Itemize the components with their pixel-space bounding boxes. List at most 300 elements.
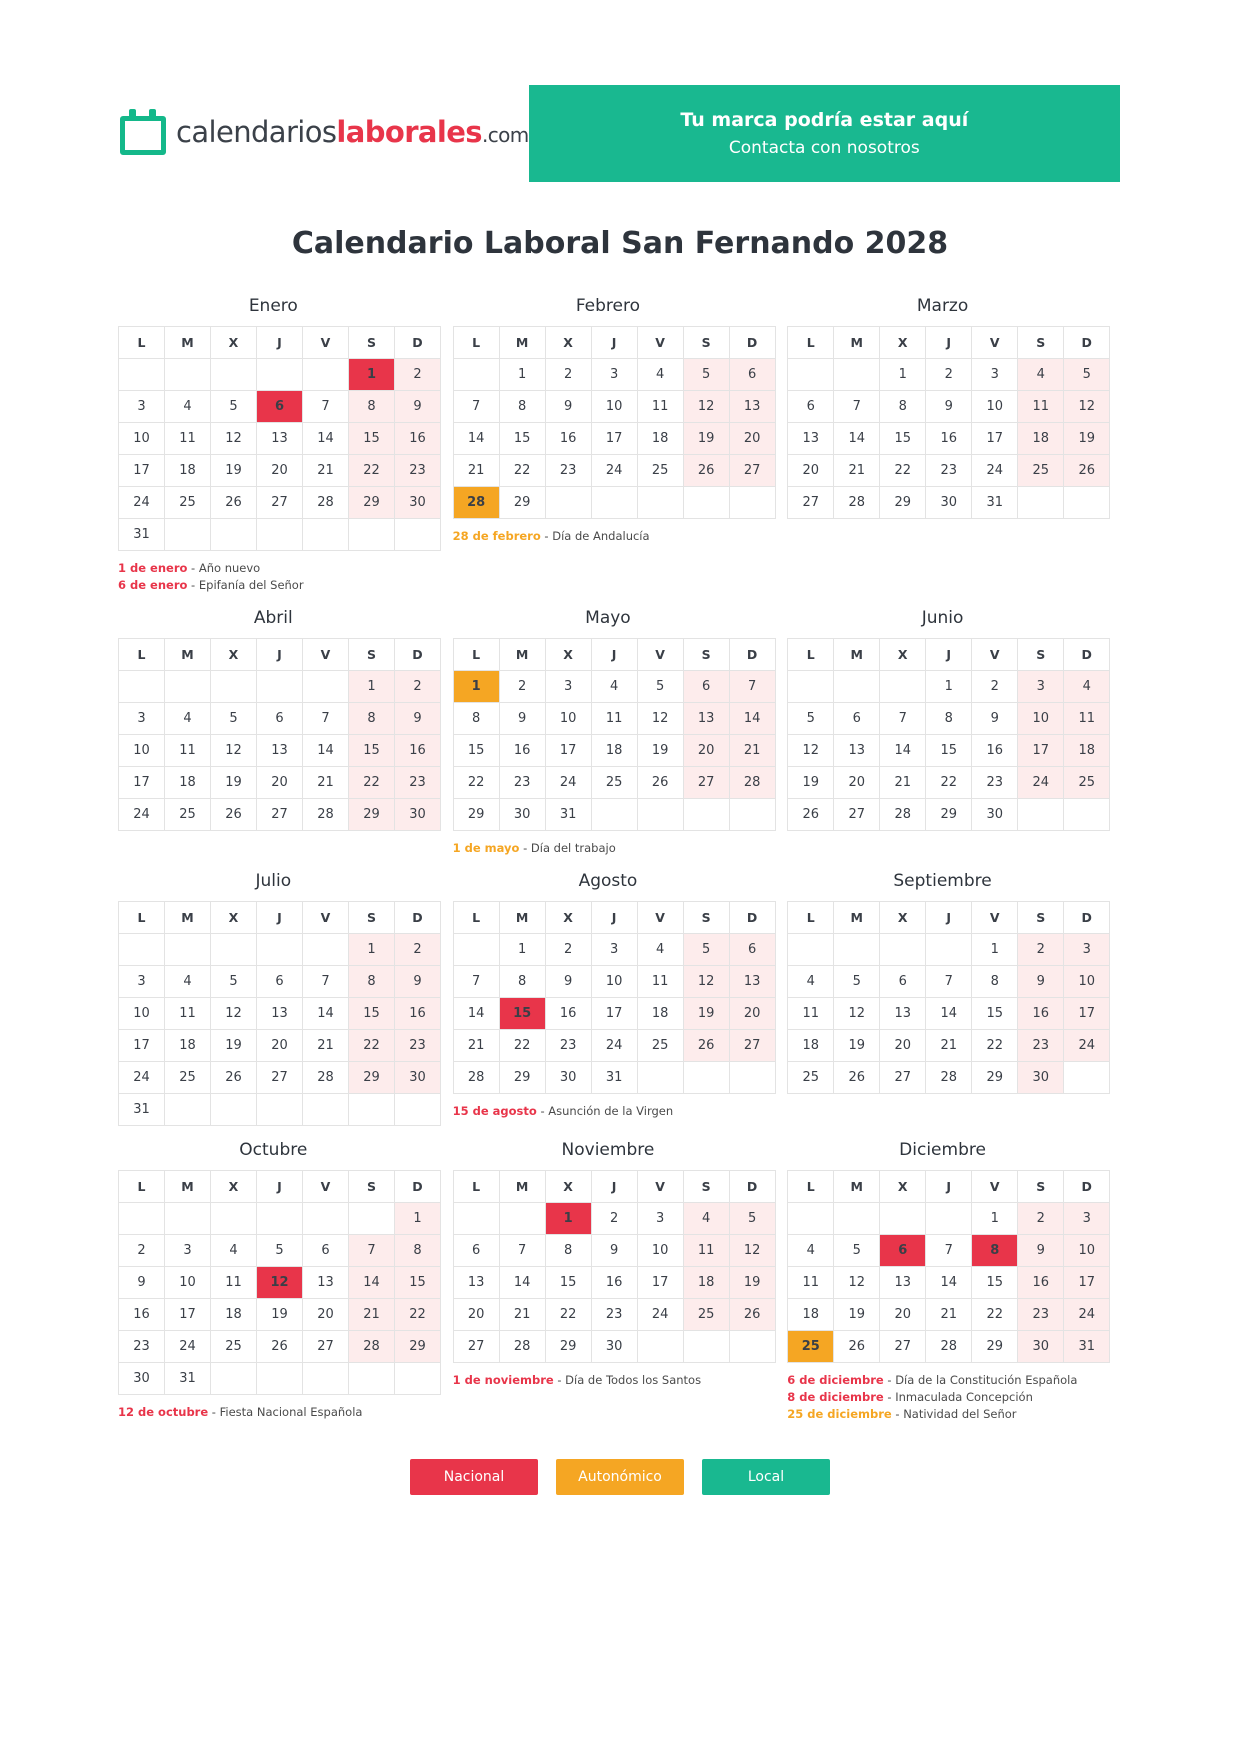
holiday-note: 28 de febrero - Día de Andalucía bbox=[452, 529, 650, 543]
day-cell: 21 bbox=[349, 1299, 395, 1331]
week-row bbox=[453, 1235, 775, 1267]
empty-day-cell bbox=[211, 1363, 257, 1395]
empty-day-cell bbox=[211, 519, 257, 551]
day-cell: 29 bbox=[499, 487, 545, 519]
empty-day-cell bbox=[257, 1203, 303, 1235]
day-cell: 18 bbox=[683, 1267, 729, 1299]
day-cell: 14 bbox=[453, 423, 499, 455]
day-cell: 29 bbox=[349, 799, 395, 831]
day-cell: 4 bbox=[165, 703, 211, 735]
day-cell: 3 bbox=[119, 391, 165, 423]
day-cell: 9 bbox=[591, 1235, 637, 1267]
day-cell: 31 bbox=[165, 1363, 211, 1395]
day-cell: 10 bbox=[165, 1267, 211, 1299]
weekday-header: M bbox=[165, 327, 211, 359]
month-name: Diciembre bbox=[899, 1140, 986, 1160]
day-cell: 29 bbox=[926, 799, 972, 831]
day-cell: 26 bbox=[834, 1331, 880, 1363]
week-row bbox=[788, 799, 1110, 831]
day-cell: 28 bbox=[834, 487, 880, 519]
day-cell: 7 bbox=[303, 703, 349, 735]
weekday-header: X bbox=[545, 639, 591, 671]
day-cell: 9 bbox=[545, 966, 591, 998]
empty-day-cell bbox=[453, 934, 499, 966]
week-row bbox=[119, 1363, 441, 1395]
week-row bbox=[453, 1299, 775, 1331]
day-cell: 20 bbox=[880, 1030, 926, 1062]
day-cell: 22 bbox=[453, 767, 499, 799]
day-cell: 23 bbox=[499, 767, 545, 799]
day-cell: 1 bbox=[880, 359, 926, 391]
day-cell: 16 bbox=[119, 1299, 165, 1331]
empty-day-cell bbox=[349, 1363, 395, 1395]
day-cell: 23 bbox=[972, 767, 1018, 799]
month-table bbox=[787, 1170, 1110, 1363]
weekday-header: D bbox=[395, 1171, 441, 1203]
day-cell: 6 bbox=[729, 359, 775, 391]
day-cell: 16 bbox=[545, 423, 591, 455]
day-cell: 17 bbox=[165, 1299, 211, 1331]
empty-day-cell bbox=[637, 1331, 683, 1363]
day-cell: 29 bbox=[972, 1062, 1018, 1094]
week-row bbox=[119, 998, 441, 1030]
day-cell: 20 bbox=[729, 423, 775, 455]
weekday-header: M bbox=[499, 327, 545, 359]
day-cell: 26 bbox=[683, 1030, 729, 1062]
day-cell: 17 bbox=[591, 423, 637, 455]
empty-day-cell bbox=[880, 671, 926, 703]
day-cell: 1 bbox=[395, 1203, 441, 1235]
month-block bbox=[118, 1140, 453, 1423]
day-cell: 5 bbox=[211, 391, 257, 423]
day-cell: 6 bbox=[453, 1235, 499, 1267]
weekday-header: M bbox=[834, 639, 880, 671]
day-cell: 10 bbox=[119, 735, 165, 767]
day-cell: 6 bbox=[880, 966, 926, 998]
day-cell: 15 bbox=[545, 1267, 591, 1299]
weekday-header: V bbox=[972, 327, 1018, 359]
day-cell: 30 bbox=[395, 487, 441, 519]
weekday-header: J bbox=[257, 1171, 303, 1203]
day-cell: 23 bbox=[395, 1030, 441, 1062]
day-cell: 15 bbox=[395, 1267, 441, 1299]
empty-day-cell bbox=[303, 934, 349, 966]
week-row bbox=[453, 487, 775, 519]
day-cell: 4 bbox=[165, 391, 211, 423]
month-table bbox=[787, 638, 1110, 831]
week-row bbox=[453, 391, 775, 423]
day-cell: 28 bbox=[499, 1331, 545, 1363]
week-row bbox=[788, 1299, 1110, 1331]
week-row bbox=[453, 934, 775, 966]
day-cell: 25 bbox=[1018, 455, 1064, 487]
holiday-note-name: Día de Todos los Santos bbox=[565, 1373, 702, 1387]
weekday-header: X bbox=[880, 1171, 926, 1203]
day-cell: 21 bbox=[834, 455, 880, 487]
empty-day-cell bbox=[395, 1363, 441, 1395]
day-cell: 30 bbox=[1018, 1062, 1064, 1094]
day-cell: 26 bbox=[1064, 455, 1110, 487]
day-cell: 30 bbox=[395, 799, 441, 831]
month-name: Mayo bbox=[585, 608, 631, 628]
empty-day-cell bbox=[165, 1094, 211, 1126]
day-cell: 12 bbox=[729, 1235, 775, 1267]
empty-day-cell bbox=[729, 1062, 775, 1094]
empty-day-cell bbox=[303, 671, 349, 703]
week-row bbox=[119, 1094, 441, 1126]
day-cell: 11 bbox=[1064, 703, 1110, 735]
empty-day-cell bbox=[499, 1203, 545, 1235]
weekday-header: M bbox=[165, 1171, 211, 1203]
day-cell: 5 bbox=[683, 934, 729, 966]
day-cell: 11 bbox=[165, 735, 211, 767]
weekday-header: M bbox=[834, 1171, 880, 1203]
day-cell: 29 bbox=[499, 1062, 545, 1094]
day-cell: 8 bbox=[545, 1235, 591, 1267]
day-cell: 1 bbox=[499, 934, 545, 966]
empty-day-cell bbox=[165, 934, 211, 966]
day-cell: 12 bbox=[788, 735, 834, 767]
day-cell: 10 bbox=[591, 391, 637, 423]
day-cell: 6 bbox=[257, 966, 303, 998]
empty-day-cell bbox=[119, 1203, 165, 1235]
week-row bbox=[119, 966, 441, 998]
holiday-day-cell: 28 bbox=[453, 487, 499, 519]
day-cell: 8 bbox=[972, 966, 1018, 998]
day-cell: 29 bbox=[395, 1331, 441, 1363]
month-name: Septiembre bbox=[893, 871, 992, 891]
holiday-note-name: Inmaculada Concepción bbox=[895, 1390, 1033, 1404]
day-cell: 27 bbox=[683, 767, 729, 799]
month-table bbox=[118, 1170, 441, 1395]
month-block bbox=[118, 296, 453, 594]
day-cell: 25 bbox=[211, 1331, 257, 1363]
day-cell: 25 bbox=[637, 455, 683, 487]
day-cell: 18 bbox=[788, 1030, 834, 1062]
day-cell: 2 bbox=[1018, 1203, 1064, 1235]
empty-day-cell bbox=[349, 519, 395, 551]
empty-day-cell bbox=[683, 487, 729, 519]
weekday-header: V bbox=[303, 327, 349, 359]
day-cell: 28 bbox=[303, 487, 349, 519]
day-cell: 13 bbox=[257, 735, 303, 767]
week-row bbox=[453, 1062, 775, 1094]
weekday-header: M bbox=[499, 902, 545, 934]
day-cell: 14 bbox=[303, 998, 349, 1030]
day-cell: 3 bbox=[637, 1203, 683, 1235]
day-cell: 18 bbox=[591, 735, 637, 767]
day-cell: 16 bbox=[1018, 998, 1064, 1030]
day-cell: 23 bbox=[395, 455, 441, 487]
day-cell: 16 bbox=[499, 735, 545, 767]
day-cell: 4 bbox=[1064, 671, 1110, 703]
empty-day-cell bbox=[788, 1203, 834, 1235]
day-cell: 9 bbox=[499, 703, 545, 735]
day-cell: 29 bbox=[545, 1331, 591, 1363]
logo-text-part2: laborales bbox=[336, 115, 482, 149]
day-cell: 10 bbox=[119, 998, 165, 1030]
day-cell: 25 bbox=[165, 487, 211, 519]
empty-day-cell bbox=[211, 1203, 257, 1235]
month-table bbox=[453, 326, 776, 519]
day-cell: 2 bbox=[926, 359, 972, 391]
empty-day-cell bbox=[303, 1094, 349, 1126]
day-cell: 18 bbox=[788, 1299, 834, 1331]
weekday-header: X bbox=[545, 327, 591, 359]
weekday-header: V bbox=[637, 639, 683, 671]
site-logo[interactable] bbox=[120, 109, 529, 155]
holiday-note: 1 de mayo - Día del trabajo bbox=[452, 841, 616, 855]
legend-chip-nacional[interactable]: Nacional bbox=[410, 1459, 538, 1495]
day-cell: 25 bbox=[637, 1030, 683, 1062]
holiday-notes bbox=[453, 528, 764, 545]
weekday-header: S bbox=[1018, 1171, 1064, 1203]
day-cell: 9 bbox=[972, 703, 1018, 735]
legend-chip-autonómico[interactable]: Autonómico bbox=[556, 1459, 684, 1495]
day-cell: 24 bbox=[119, 799, 165, 831]
holiday-note: 15 de agosto - Asunción de la Virgen bbox=[452, 1104, 674, 1118]
month-name: Febrero bbox=[575, 296, 641, 316]
day-cell: 31 bbox=[119, 1094, 165, 1126]
month-block bbox=[787, 296, 1122, 594]
day-cell: 11 bbox=[788, 1267, 834, 1299]
week-row bbox=[453, 998, 775, 1030]
day-cell: 31 bbox=[119, 519, 165, 551]
empty-day-cell bbox=[834, 1203, 880, 1235]
day-cell: 31 bbox=[1064, 1331, 1110, 1363]
day-cell: 27 bbox=[453, 1331, 499, 1363]
weekday-header: D bbox=[729, 902, 775, 934]
empty-day-cell bbox=[1064, 1062, 1110, 1094]
week-row bbox=[119, 359, 441, 391]
holiday-note-date: 1 de noviembre bbox=[452, 1373, 554, 1387]
empty-day-cell bbox=[395, 519, 441, 551]
day-cell: 19 bbox=[257, 1299, 303, 1331]
day-cell: 2 bbox=[545, 934, 591, 966]
day-cell: 9 bbox=[926, 391, 972, 423]
day-cell: 18 bbox=[165, 455, 211, 487]
weekday-header: L bbox=[119, 639, 165, 671]
day-cell: 12 bbox=[834, 998, 880, 1030]
day-cell: 13 bbox=[683, 703, 729, 735]
day-cell: 7 bbox=[880, 703, 926, 735]
logo-text-part3: .com bbox=[481, 123, 529, 147]
weekday-header: V bbox=[637, 902, 683, 934]
weekday-header: M bbox=[499, 1171, 545, 1203]
holiday-note-date: 6 de enero bbox=[118, 578, 188, 592]
empty-day-cell bbox=[729, 487, 775, 519]
week-row bbox=[119, 423, 441, 455]
day-cell: 13 bbox=[834, 735, 880, 767]
empty-day-cell bbox=[834, 671, 880, 703]
weekday-header: D bbox=[1064, 639, 1110, 671]
day-cell: 3 bbox=[591, 359, 637, 391]
day-cell: 23 bbox=[119, 1331, 165, 1363]
day-cell: 19 bbox=[788, 767, 834, 799]
day-cell: 20 bbox=[303, 1299, 349, 1331]
empty-day-cell bbox=[119, 934, 165, 966]
week-row bbox=[119, 767, 441, 799]
weekday-header: L bbox=[119, 902, 165, 934]
day-cell: 13 bbox=[303, 1267, 349, 1299]
weekday-header: X bbox=[880, 902, 926, 934]
weekday-header: J bbox=[257, 327, 303, 359]
day-cell: 1 bbox=[499, 359, 545, 391]
day-cell: 16 bbox=[545, 998, 591, 1030]
day-cell: 3 bbox=[1018, 671, 1064, 703]
ad-banner[interactable] bbox=[529, 85, 1120, 182]
day-cell: 3 bbox=[165, 1235, 211, 1267]
day-cell: 21 bbox=[499, 1299, 545, 1331]
weekday-header: V bbox=[972, 639, 1018, 671]
holiday-note-name: Asunción de la Virgen bbox=[548, 1104, 674, 1118]
empty-day-cell bbox=[788, 359, 834, 391]
month-table bbox=[118, 326, 441, 551]
day-cell: 19 bbox=[1064, 423, 1110, 455]
holiday-note: 12 de octubre - Fiesta Nacional Española bbox=[118, 1405, 363, 1419]
weekday-header: L bbox=[788, 902, 834, 934]
day-cell: 21 bbox=[303, 455, 349, 487]
day-cell: 26 bbox=[211, 1062, 257, 1094]
month-table bbox=[453, 1170, 776, 1363]
day-cell: 6 bbox=[683, 671, 729, 703]
weekday-header: X bbox=[880, 639, 926, 671]
day-cell: 13 bbox=[257, 998, 303, 1030]
day-cell: 20 bbox=[257, 767, 303, 799]
day-cell: 17 bbox=[972, 423, 1018, 455]
day-cell: 23 bbox=[545, 455, 591, 487]
weekday-header: J bbox=[926, 327, 972, 359]
day-cell: 8 bbox=[349, 391, 395, 423]
day-cell: 28 bbox=[453, 1062, 499, 1094]
day-cell: 13 bbox=[257, 423, 303, 455]
day-cell: 24 bbox=[1064, 1030, 1110, 1062]
day-cell: 6 bbox=[303, 1235, 349, 1267]
day-cell: 16 bbox=[395, 423, 441, 455]
day-cell: 25 bbox=[683, 1299, 729, 1331]
week-row bbox=[453, 1030, 775, 1062]
day-cell: 14 bbox=[926, 998, 972, 1030]
day-cell: 16 bbox=[395, 998, 441, 1030]
holiday-note: 1 de noviembre - Día de Todos los Santos bbox=[452, 1373, 702, 1387]
day-cell: 12 bbox=[211, 423, 257, 455]
day-cell: 15 bbox=[972, 998, 1018, 1030]
weekday-header: M bbox=[834, 327, 880, 359]
weekday-header: D bbox=[1064, 1171, 1110, 1203]
holiday-note-date: 8 de diciembre bbox=[787, 1390, 884, 1404]
day-cell: 21 bbox=[303, 767, 349, 799]
empty-day-cell bbox=[1064, 487, 1110, 519]
day-cell: 27 bbox=[834, 799, 880, 831]
week-row bbox=[119, 703, 441, 735]
day-cell: 8 bbox=[499, 966, 545, 998]
week-row bbox=[119, 391, 441, 423]
day-cell: 17 bbox=[119, 1030, 165, 1062]
day-cell: 18 bbox=[1064, 735, 1110, 767]
day-cell: 18 bbox=[165, 1030, 211, 1062]
day-cell: 22 bbox=[880, 455, 926, 487]
day-cell: 2 bbox=[395, 934, 441, 966]
weekday-header: V bbox=[303, 902, 349, 934]
day-cell: 25 bbox=[591, 767, 637, 799]
empty-day-cell bbox=[729, 1331, 775, 1363]
month-name: Junio bbox=[921, 608, 964, 628]
day-cell: 13 bbox=[788, 423, 834, 455]
day-cell: 15 bbox=[972, 1267, 1018, 1299]
month-name: Octubre bbox=[239, 1140, 308, 1160]
day-cell: 11 bbox=[683, 1235, 729, 1267]
empty-day-cell bbox=[926, 934, 972, 966]
holiday-note-name: Año nuevo bbox=[198, 561, 261, 575]
day-cell: 16 bbox=[395, 735, 441, 767]
day-cell: 26 bbox=[211, 487, 257, 519]
day-cell: 8 bbox=[349, 703, 395, 735]
weekday-header: L bbox=[119, 1171, 165, 1203]
day-cell: 30 bbox=[395, 1062, 441, 1094]
day-cell: 15 bbox=[349, 998, 395, 1030]
month-block bbox=[118, 608, 453, 857]
week-row bbox=[453, 671, 775, 703]
week-row bbox=[453, 966, 775, 998]
day-cell: 7 bbox=[303, 966, 349, 998]
day-cell: 22 bbox=[349, 767, 395, 799]
legend-chip-local[interactable]: Local bbox=[702, 1459, 830, 1495]
day-cell: 4 bbox=[1018, 359, 1064, 391]
day-cell: 8 bbox=[453, 703, 499, 735]
day-cell: 14 bbox=[303, 735, 349, 767]
day-cell: 14 bbox=[499, 1267, 545, 1299]
day-cell: 29 bbox=[880, 487, 926, 519]
month-name: Marzo bbox=[916, 296, 969, 316]
day-cell: 19 bbox=[683, 423, 729, 455]
weekday-header: X bbox=[211, 1171, 257, 1203]
empty-day-cell bbox=[683, 1331, 729, 1363]
day-cell: 5 bbox=[1064, 359, 1110, 391]
month-block bbox=[787, 608, 1122, 857]
day-cell: 15 bbox=[880, 423, 926, 455]
holiday-note-name: Día de Andalucía bbox=[552, 529, 650, 543]
day-cell: 17 bbox=[637, 1267, 683, 1299]
day-cell: 28 bbox=[926, 1062, 972, 1094]
day-cell: 25 bbox=[165, 799, 211, 831]
weekday-header: S bbox=[683, 327, 729, 359]
holiday-notes bbox=[118, 560, 429, 594]
empty-day-cell bbox=[165, 671, 211, 703]
month-name: Agosto bbox=[578, 871, 638, 891]
day-cell: 27 bbox=[303, 1331, 349, 1363]
logo-text bbox=[176, 115, 529, 149]
day-cell: 2 bbox=[591, 1203, 637, 1235]
empty-day-cell bbox=[119, 671, 165, 703]
day-cell: 17 bbox=[119, 455, 165, 487]
weekday-header: J bbox=[591, 327, 637, 359]
day-cell: 12 bbox=[211, 998, 257, 1030]
day-cell: 27 bbox=[729, 1030, 775, 1062]
day-cell: 16 bbox=[591, 1267, 637, 1299]
day-cell: 19 bbox=[834, 1030, 880, 1062]
day-cell: 21 bbox=[303, 1030, 349, 1062]
day-cell: 17 bbox=[591, 998, 637, 1030]
day-cell: 28 bbox=[303, 1062, 349, 1094]
day-cell: 2 bbox=[545, 359, 591, 391]
weekday-header: V bbox=[303, 639, 349, 671]
day-cell: 3 bbox=[119, 703, 165, 735]
holiday-day-cell: 8 bbox=[972, 1235, 1018, 1267]
day-cell: 23 bbox=[395, 767, 441, 799]
month-table bbox=[787, 901, 1110, 1094]
week-row bbox=[119, 487, 441, 519]
day-cell: 8 bbox=[349, 966, 395, 998]
